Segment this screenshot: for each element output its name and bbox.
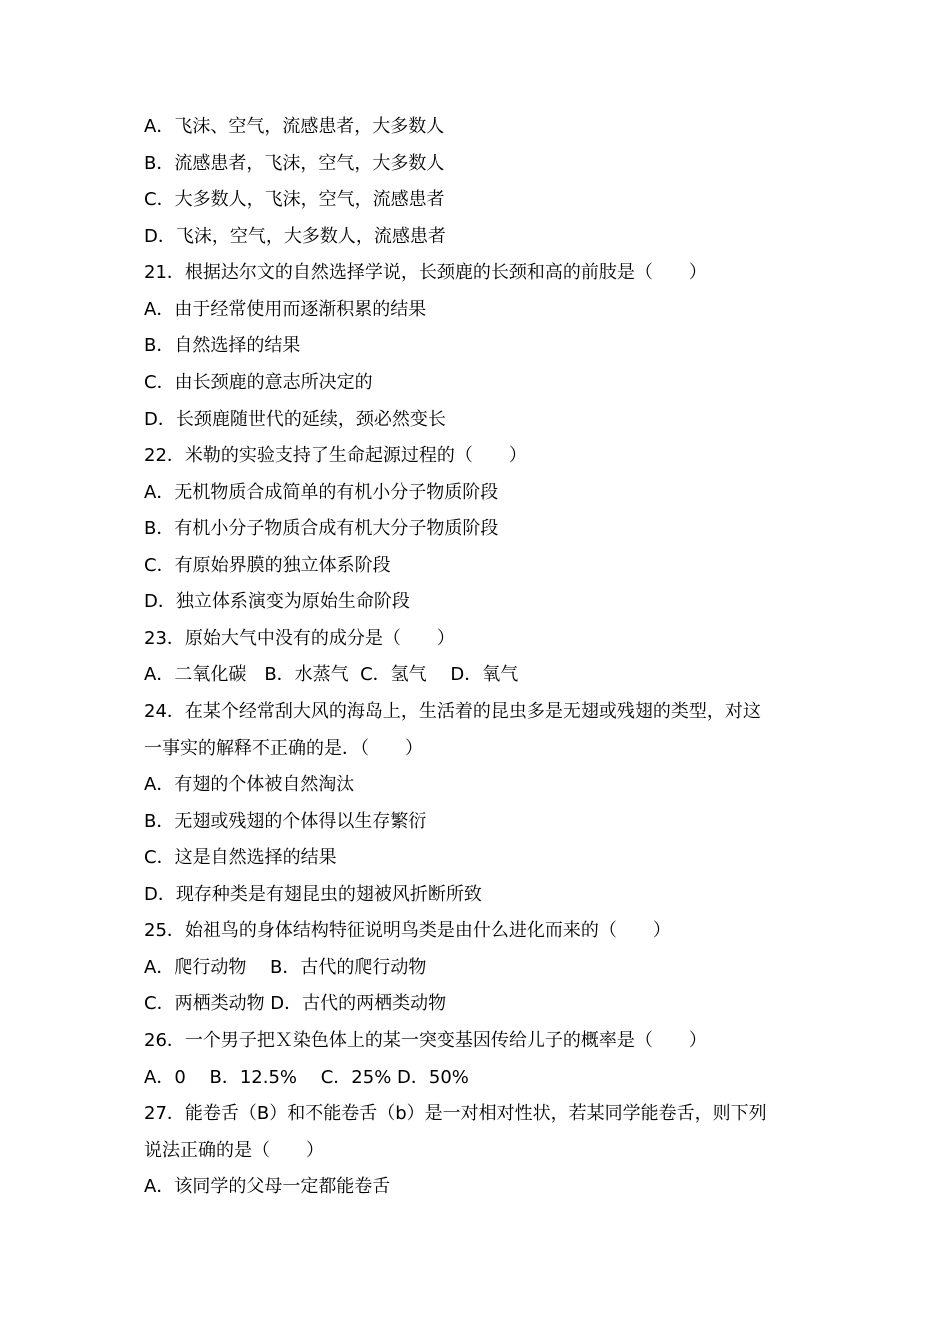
option-line: C．这是自然选择的结果: [144, 847, 337, 868]
option-line: A．爬行动物 B．古代的爬行动物: [144, 957, 427, 978]
option-line: A．0 B．12.5% C．25% D．50%: [144, 1067, 469, 1088]
option-line: A．有翅的个体被自然淘汰: [144, 774, 355, 795]
option-line: C．两栖类动物 D．古代的两栖类动物: [144, 993, 447, 1014]
option-line: D．现存种类是有翅昆虫的翅被风折断所致: [144, 884, 482, 905]
option-line: D．长颈鹿随世代的延续，颈必然变长: [144, 409, 446, 430]
option-line: D．独立体系演变为原始生命阶段: [144, 591, 410, 612]
option-line: B．有机小分子物质合成有机大分子物质阶段: [144, 518, 499, 539]
question-26: 26．一个男子把Ｘ染色体上的某一突变基因传给儿子的概率是（ ）: [144, 1030, 707, 1051]
option-line: A．由于经常使用而逐渐积累的结果: [144, 299, 427, 320]
option-line: C．大多数人，飞沫，空气，流感患者: [144, 189, 445, 210]
question-21: 21．根据达尔文的自然选择学说，长颈鹿的长颈和高的前肢是（ ）: [144, 262, 707, 283]
option-line: C．由长颈鹿的意志所决定的: [144, 372, 373, 393]
option-line: B．无翅或残翅的个体得以生存繁衍: [144, 811, 427, 832]
question-22: 22．米勒的实验支持了生命起源过程的（ ）: [144, 445, 527, 466]
option-line: A．二氧化碳 B．水蒸气 C．氢气 D．氧气: [144, 664, 519, 685]
option-line: D．飞沫，空气，大多数人，流感患者: [144, 226, 446, 247]
option-line: B．自然选择的结果: [144, 335, 301, 356]
question-24-continued: 一事实的解释不正确的是．（ ）: [144, 738, 423, 759]
option-line: B．流感患者，飞沫，空气，大多数人: [144, 153, 445, 174]
option-line: A．无机物质合成简单的有机小分子物质阶段: [144, 482, 499, 503]
question-24: 24．在某个经常刮大风的海岛上，生活着的昆虫多是无翅或残翅的类型，对这: [144, 701, 761, 722]
question-27-continued: 说法正确的是（ ）: [144, 1140, 324, 1161]
option-line: A．飞沫、空气，流感患者，大多数人: [144, 116, 445, 137]
question-27: 27．能卷舌（B）和不能卷舌（b）是一对相对性状，若某同学能卷舌，则下列: [144, 1103, 767, 1124]
option-line: C．有原始界膜的独立体系阶段: [144, 555, 391, 576]
option-line: A．该同学的父母一定都能卷舌: [144, 1176, 391, 1197]
question-25: 25．始祖鸟的身体结构特征说明鸟类是由什么进化而来的（ ）: [144, 920, 671, 941]
question-23: 23．原始大气中没有的成分是（ ）: [144, 628, 455, 649]
